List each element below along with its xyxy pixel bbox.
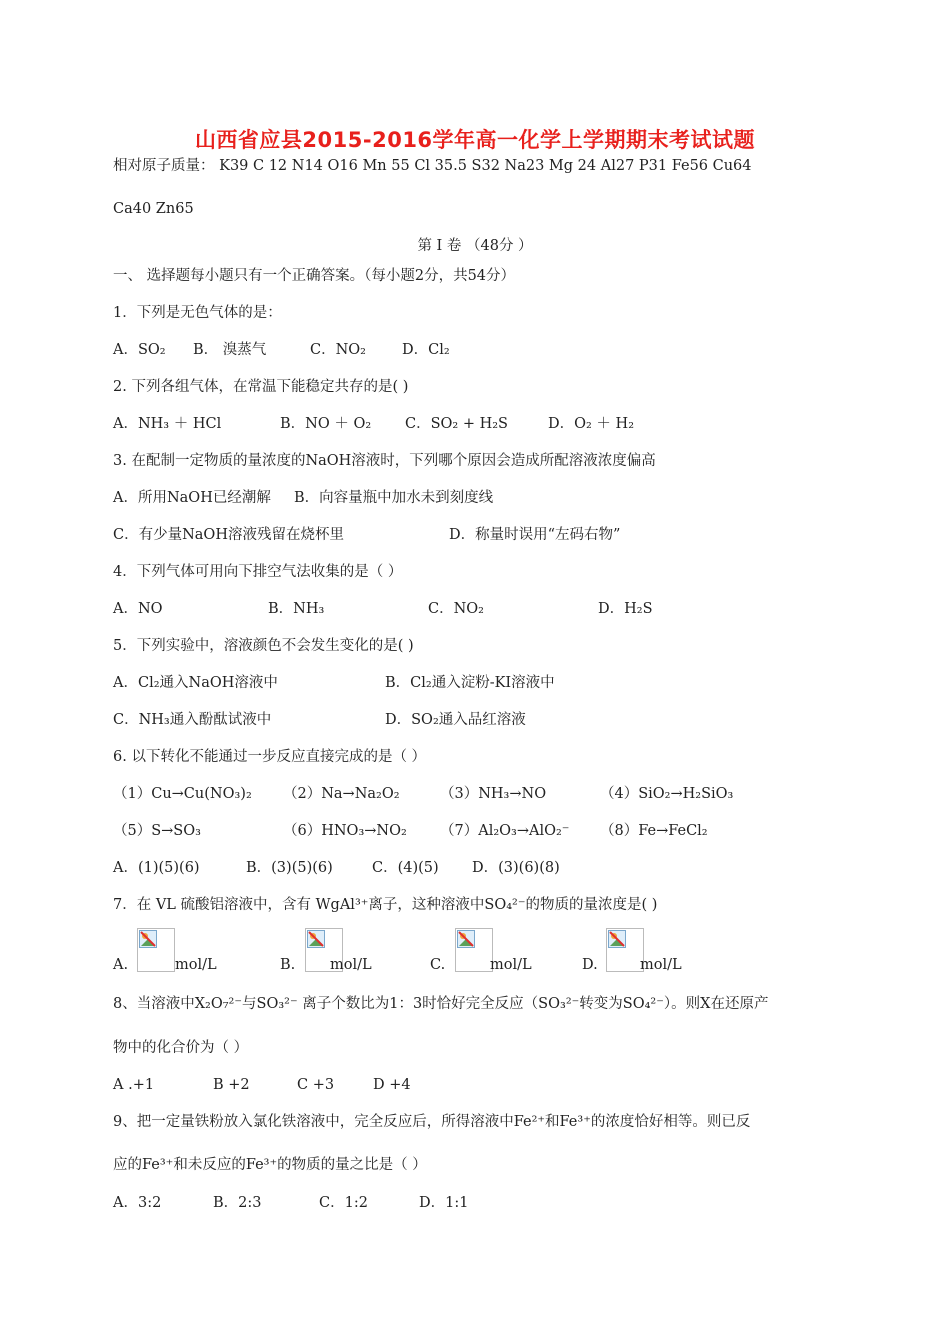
question-8-stem: 8、当溶液中X₂O₇²⁻与SO₃²⁻ 离子个数比为1：3时恰好完全反应（SO₃²⁻转变为SO₄²⁻）。则X在还原产 <box>113 996 769 1012</box>
unit-label: mol/L <box>490 957 532 973</box>
option-a: A．3:2 <box>113 1195 162 1211</box>
option-c: C．NH₃通入酚酞试液中 <box>113 712 272 728</box>
question-9-stem-continued: 应的Fe³⁺和未反应的Fe³⁺的物质的量之比是（ ） <box>113 1157 427 1173</box>
question-1-stem: 1．下列是无色气体的是： <box>113 305 282 321</box>
question-2-options <box>113 414 634 434</box>
question-9-options <box>113 1193 468 1213</box>
option-a: A .+1 <box>113 1077 155 1093</box>
image-placeholder-icon <box>457 930 475 948</box>
question-5-options-ab <box>113 673 555 693</box>
question-4-options <box>113 599 653 619</box>
conversion-item: （4）SiO₂→H₂SiO₃ <box>600 786 734 802</box>
question-1-options <box>113 340 450 360</box>
formula-image-placeholder <box>137 928 175 972</box>
option-a: A．NO <box>113 601 163 617</box>
option-c: C +3 <box>297 1077 335 1093</box>
conversion-item: （2）Na→Na₂O₂ <box>283 786 400 802</box>
question-3-stem: 3. 在配制一定物质的量浓度的NaOH溶液时，下列哪个原因会造成所配溶液浓度偏高 <box>113 453 656 469</box>
question-3-options-ab <box>113 488 493 508</box>
option-a: A．所用NaOH已经潮解 <box>113 490 271 506</box>
image-placeholder-icon <box>307 930 325 948</box>
option-b: B．NH₃ <box>268 601 325 617</box>
option-c: C．1:2 <box>319 1195 368 1211</box>
conversion-item: （5）S→SO₃ <box>113 823 201 839</box>
question-2-stem: 2. 下列各组气体，在常温下能稳定共存的是( ) <box>113 379 409 395</box>
conversion-item: （1）Cu→Cu(NO₃)₂ <box>113 786 252 802</box>
question-8-options <box>113 1075 411 1095</box>
option-c: C．NO₂ <box>428 601 484 617</box>
unit-label: mol/L <box>175 957 217 973</box>
atomic-mass-line-1: 相对原子质量： K39 C 12 N14 O16 Mn 55 Cl 35.5 S32 Na23 Mg 24 Al27 P31 Fe56 Cu64 <box>113 158 752 174</box>
option-b: B +2 <box>213 1077 250 1093</box>
conversion-item: （3）NH₃→NO <box>440 786 547 802</box>
exam-title: 山西省应县2015-2016学年高一化学上学期期末考试试题 <box>194 128 756 152</box>
volume-title: 第 Ⅰ 卷 （48分 ） <box>417 238 533 254</box>
formula-image-placeholder <box>455 928 493 972</box>
option-b: B. <box>280 957 296 973</box>
option-a: A．NH₃ ＋ HCl <box>113 416 222 432</box>
formula-image-placeholder <box>606 928 644 972</box>
option-a: A．(1)(5)(6) <box>113 860 200 876</box>
image-placeholder-icon <box>608 930 626 948</box>
question-8-stem-continued: 物中的化合价为（ ） <box>113 1040 249 1056</box>
option-b: B．NO ＋ O₂ <box>280 416 372 432</box>
option-b: B．Cl₂通入淀粉-KI溶液中 <box>385 675 555 691</box>
conversion-item: （6）HNO₃→NO₂ <box>283 823 407 839</box>
option-d: D．Cl₂ <box>402 342 450 358</box>
part-one-heading: 一、 选择题每小题只有一个正确答案。（每小题2分，共54分） <box>113 268 516 284</box>
unit-label: mol/L <box>640 957 682 973</box>
option-c: C. <box>430 957 446 973</box>
option-d: D．1:1 <box>419 1195 469 1211</box>
question-6-items-row-2 <box>113 821 708 841</box>
question-9-stem: 9、把一定量铁粉放入氯化铁溶液中，完全反应后，所得溶液中Fe²⁺和Fe³⁺的浓度恰好相等。则已反 <box>113 1114 751 1130</box>
option-a: A. <box>113 957 129 973</box>
option-c: C．SO₂ + H₂S <box>405 416 508 432</box>
option-d: D．(3)(6)(8) <box>472 860 560 876</box>
option-c: C．(4)(5) <box>372 860 439 876</box>
question-4-stem: 4．下列气体可用向下排空气法收集的是（ ） <box>113 564 403 580</box>
option-c: C．NO₂ <box>310 342 366 358</box>
question-6-stem: 6. 以下转化不能通过一步反应直接完成的是（ ） <box>113 749 427 765</box>
image-placeholder-icon <box>139 930 157 948</box>
question-6-options <box>113 858 560 878</box>
option-b: B．2:3 <box>213 1195 262 1211</box>
option-b: B．向容量瓶中加水未到刻度线 <box>294 490 494 506</box>
option-d: D．O₂ ＋ H₂ <box>548 416 635 432</box>
option-d: D．称量时误用“左码右物” <box>449 527 621 543</box>
option-b: B．(3)(5)(6) <box>246 860 333 876</box>
atomic-mass-line-2: Ca40 Zn65 <box>113 201 194 217</box>
question-6-items-row-1 <box>113 784 733 804</box>
option-d: D. <box>582 957 598 973</box>
option-d: D．SO₂通入品红溶液 <box>385 712 526 728</box>
option-a: A．Cl₂通入NaOH溶液中 <box>113 675 278 691</box>
question-5-options-cd <box>113 710 526 730</box>
question-5-stem: 5．下列实验中，溶液颜色不会发生变化的是( ) <box>113 638 414 654</box>
conversion-item: （7）Al₂O₃→AlO₂⁻ <box>440 823 570 839</box>
question-7-stem: 7．在 VL 硫酸铝溶液中，含有 WgAl³⁺离子，这种溶液中SO₄²⁻的物质的量浓度是( ) <box>113 897 658 913</box>
unit-label: mol/L <box>330 957 372 973</box>
conversion-item: （8）Fe→FeCl₂ <box>600 823 708 839</box>
option-d: D．H₂S <box>598 601 653 617</box>
option-b: B． 溴蒸气 <box>193 342 267 358</box>
option-d: D +4 <box>373 1077 411 1093</box>
question-3-options-cd <box>113 525 620 545</box>
option-a: A．SO₂ <box>113 342 166 358</box>
option-c: C．有少量NaOH溶液残留在烧杯里 <box>113 527 344 543</box>
